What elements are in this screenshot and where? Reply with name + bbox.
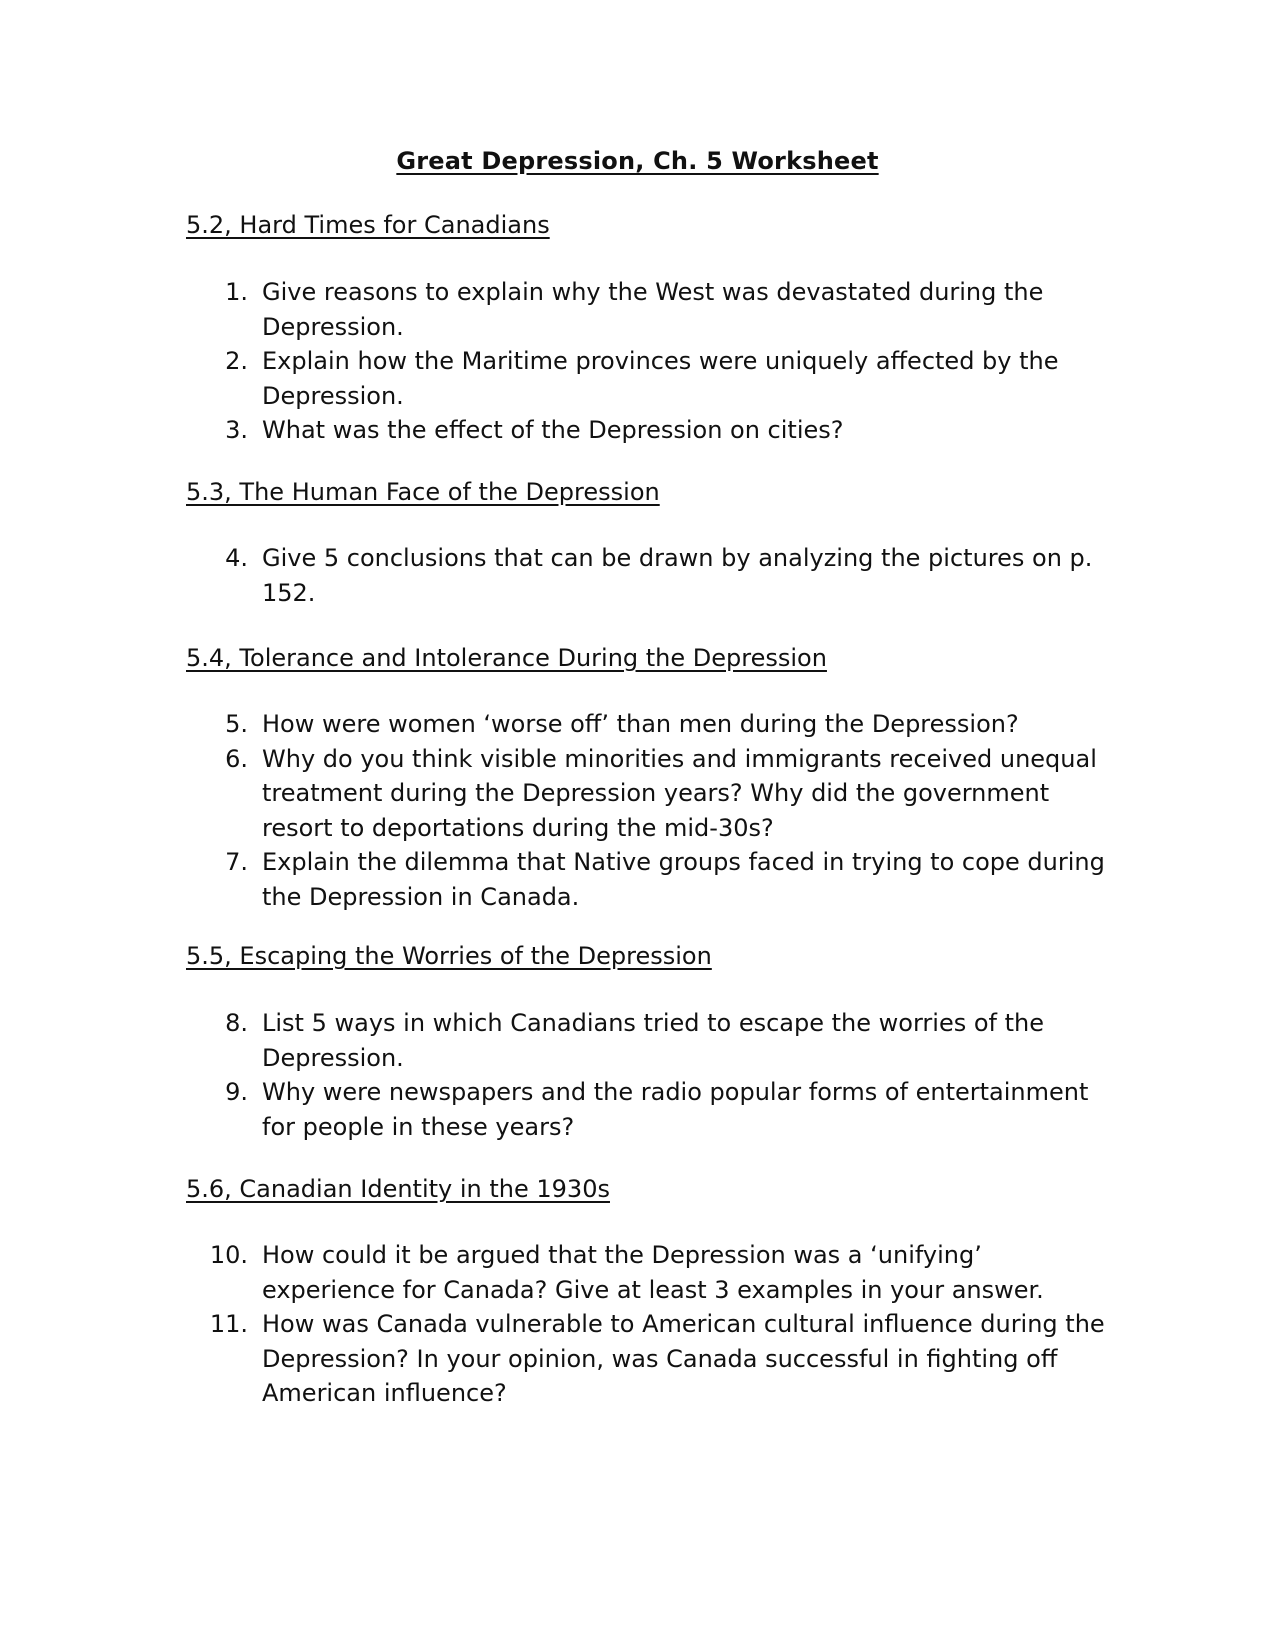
question-item [186,1238,1106,1307]
section-heading: 5.3, The Human Face of the Depression [186,478,660,506]
question-text: How could it be argued that the Depression was a ‘unifying’ experience for Canada? Give at least 3 examples in your answer. [262,1241,1044,1304]
question-list [186,1006,1106,1144]
question-item [186,541,1106,610]
question-list [186,275,1106,448]
section-heading: 5.4, Tolerance and Intolerance During the Depression [186,644,827,672]
question-item [186,1075,1106,1144]
question-list [186,541,1106,610]
question-text: How were women ‘worse off’ than men during the Depression? [262,710,1019,738]
question-number: 6. [225,744,248,773]
question-list [186,707,1106,915]
question-item [186,413,1106,448]
question-item [186,1006,1106,1075]
question-item [186,845,1106,914]
question-number: 7. [225,848,248,877]
question-text: Explain how the Maritime provinces were uniquely affected by the Depression. [262,347,1059,410]
question-text: List 5 ways in which Canadians tried to escape the worries of the Depression. [262,1009,1044,1072]
question-text: Give reasons to explain why the West was devastated during the Depression. [262,278,1044,341]
worksheet-title: Great Depression, Ch. 5 Worksheet [396,147,879,175]
question-text: Why do you think visible minorities and immigrants received unequal treatment during the Depression years? Why did the government resort to deportations during the mid-30s? [262,744,1097,842]
question-number: 8. [225,1009,248,1037]
question-number: 1. [225,278,248,306]
question-text: How was Canada vulnerable to American cultural influence during the Depression? In your opinion, was Canada successful in fighting off American influence? [262,1310,1105,1408]
question-number: 4. [225,544,248,572]
question-list [186,1238,1106,1411]
question-number: 3. [225,416,248,445]
question-text: Give 5 conclusions that can be drawn by analyzing the pictures on p. 152. [262,544,1093,607]
question-text: Explain the dilemma that Native groups faced in trying to cope during the Depression in Canada. [262,848,1105,911]
question-item [186,275,1106,344]
question-number: 11. [209,1310,248,1339]
section-heading: 5.2, Hard Times for Canadians [186,211,550,239]
question-item [186,344,1106,413]
question-number: 2. [225,347,248,376]
question-text: What was the effect of the Depression on cities? [262,416,844,445]
question-number: 5. [225,710,248,738]
question-item [186,742,1106,846]
section-heading: 5.5, Escaping the Worries of the Depression [186,942,712,970]
section-heading: 5.6, Canadian Identity in the 1930s [186,1175,610,1203]
question-number: 9. [225,1078,248,1107]
question-text: Why were newspapers and the radio popular forms of entertainment for people in these years? [262,1078,1089,1141]
question-item [186,707,1106,742]
question-item [186,1307,1106,1411]
question-number: 10. [209,1241,248,1269]
